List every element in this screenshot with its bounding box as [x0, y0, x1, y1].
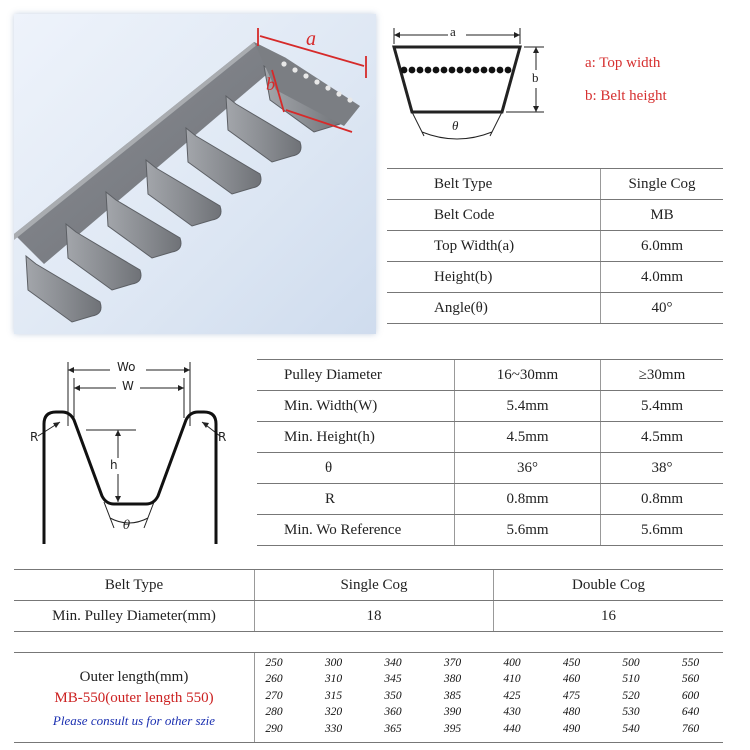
pulley-row-col1: 36° — [455, 453, 601, 484]
table-row — [387, 169, 723, 200]
groove-label-theta: θ — [123, 518, 131, 532]
outer-length-value: 390 — [443, 706, 462, 719]
pulley-row-col1: 5.6mm — [455, 515, 601, 546]
pulley-header-label: Pulley Diameter — [257, 360, 455, 391]
pulley-row-label: Min. Height(h) — [257, 422, 455, 453]
min-pulley-row-col1: 18 — [255, 601, 494, 632]
spec-label: Angle(θ) — [387, 293, 601, 324]
pulley-row-col2: 38° — [601, 453, 724, 484]
groove-label-wo: Wo — [117, 360, 136, 374]
spec-label: Belt Type — [387, 169, 601, 200]
outer-length-value: 260 — [265, 673, 283, 686]
groove-label-h: h — [110, 458, 118, 472]
pulley-row-col2: 5.4mm — [601, 391, 724, 422]
pulley-row-col1: 4.5mm — [455, 422, 601, 453]
groove-label-r-right: R — [218, 430, 227, 444]
table-row — [257, 484, 723, 515]
outer-length-value: 540 — [622, 722, 640, 735]
table-row — [257, 453, 723, 484]
pulley-row-col2: 0.8mm — [601, 484, 724, 515]
pulley-row-col2: 4.5mm — [601, 422, 724, 453]
outer-length-value: 360 — [384, 706, 402, 719]
outer-length-value: 365 — [384, 722, 402, 735]
outer-length-value: 310 — [324, 673, 343, 686]
outer-length-value: 760 — [681, 722, 700, 735]
outer-length-value: 395 — [443, 722, 462, 735]
spec-value: MB — [601, 200, 724, 231]
min-pulley-header-label: Belt Type — [14, 570, 255, 601]
outer-length-value: 480 — [562, 706, 581, 719]
pulley-row-label: θ — [257, 453, 455, 484]
outer-length-value: 315 — [324, 689, 343, 702]
outer-length-value: 290 — [265, 722, 283, 735]
table-row — [257, 422, 723, 453]
spec-value: 4.0mm — [601, 262, 724, 293]
outer-length-values — [14, 653, 723, 742]
outer-length-value: 300 — [324, 657, 343, 669]
pulley-row-label: R — [257, 484, 455, 515]
cross-label-a: a — [450, 24, 456, 39]
outer-length-value: 430 — [503, 706, 521, 719]
outer-length-title: Outer length(mm) — [79, 669, 189, 685]
spec-label: Top Width(a) — [387, 231, 601, 262]
min-pulley-row-col2: 16 — [494, 601, 724, 632]
table-row — [257, 515, 723, 546]
outer-length-table — [14, 652, 723, 743]
outer-length-value: 560 — [681, 673, 700, 686]
outer-length-value: 450 — [562, 657, 581, 669]
photo-label-b: b — [266, 74, 275, 94]
spec-value: 6.0mm — [601, 231, 724, 262]
pulley-row-label: Min. Wo Reference — [257, 515, 455, 546]
outer-length-value: 490 — [562, 722, 581, 735]
cogged-belt-illustration — [14, 14, 376, 334]
min-pulley-row-label: Min. Pulley Diameter(mm) — [14, 601, 255, 632]
belt-spec-table — [387, 168, 723, 324]
outer-length-note: Please consult us for other szie — [52, 713, 216, 728]
outer-length-value: 600 — [681, 689, 700, 702]
pulley-groove-diagram — [24, 356, 238, 546]
outer-length-value: 425 — [503, 689, 521, 702]
outer-length-value: 475 — [562, 689, 581, 702]
outer-length-value: 330 — [324, 722, 343, 735]
pulley-header-col1: 16~30mm — [455, 360, 601, 391]
table-row — [387, 293, 723, 324]
table-row — [257, 391, 723, 422]
pulley-row-col1: 5.4mm — [455, 391, 601, 422]
min-pulley-header-col2: Double Cog — [494, 570, 724, 601]
legend-top-width: a: Top width — [585, 55, 661, 71]
outer-length-value: 385 — [443, 689, 462, 702]
table-row — [14, 601, 723, 632]
pulley-row-col2: 5.6mm — [601, 515, 724, 546]
spec-label: Belt Code — [387, 200, 601, 231]
table-row — [14, 570, 723, 601]
groove-label-r-left: R — [30, 430, 39, 444]
outer-length-value: 345 — [384, 673, 402, 686]
table-row — [387, 231, 723, 262]
cross-section-drawing — [384, 24, 554, 154]
outer-length-value: 440 — [503, 722, 521, 735]
table-row — [387, 200, 723, 231]
outer-length-value: 350 — [384, 689, 402, 702]
outer-length-value: 400 — [503, 657, 521, 669]
outer-length-value: 460 — [562, 673, 581, 686]
pulley-spec-table — [257, 359, 723, 546]
spec-value: 40° — [601, 293, 724, 324]
spec-value: Single Cog — [601, 169, 724, 200]
outer-length-value: 520 — [622, 689, 640, 702]
table-row — [257, 360, 723, 391]
outer-length-example: MB-550(outer length 550) — [54, 690, 214, 706]
belt-photo — [14, 14, 376, 334]
outer-length-value: 500 — [622, 657, 640, 669]
outer-length-value: 270 — [265, 689, 283, 702]
outer-length-value: 320 — [324, 706, 343, 719]
groove-label-w: W — [122, 379, 134, 393]
outer-length-value: 530 — [622, 706, 640, 719]
outer-length-value: 380 — [443, 673, 462, 686]
pulley-row-label: Min. Width(W) — [257, 391, 455, 422]
photo-label-a: a — [306, 28, 316, 50]
outer-length-value: 510 — [622, 673, 640, 686]
outer-length-value: 640 — [681, 706, 700, 719]
outer-length-value: 250 — [265, 657, 283, 669]
outer-length-value: 410 — [503, 673, 521, 686]
spec-label: Height(b) — [387, 262, 601, 293]
table-row — [387, 262, 723, 293]
belt-cross-section — [384, 24, 554, 154]
outer-length-value: 340 — [384, 657, 402, 669]
outer-length-value: 370 — [443, 657, 462, 669]
legend-belt-height: b: Belt height — [585, 88, 667, 104]
outer-length-value: 550 — [681, 657, 700, 669]
cross-label-theta: θ — [452, 118, 459, 133]
cross-label-b: b — [532, 70, 539, 85]
min-pulley-table — [14, 569, 723, 632]
outer-length-value: 280 — [265, 706, 283, 719]
min-pulley-header-col1: Single Cog — [255, 570, 494, 601]
pulley-header-col2: ≥30mm — [601, 360, 724, 391]
pulley-row-col1: 0.8mm — [455, 484, 601, 515]
